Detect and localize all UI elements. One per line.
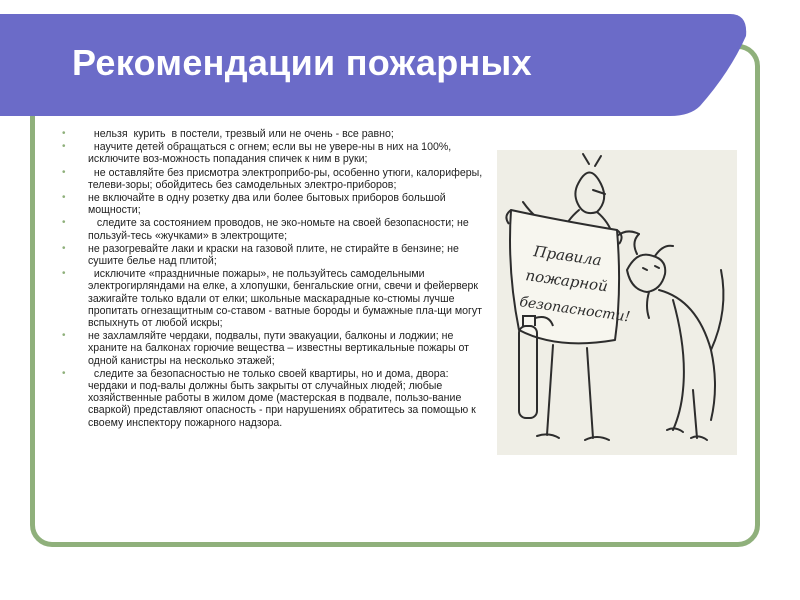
list-item: • нельзя курить в постели, трезвый или не очень - все равно;: [62, 128, 394, 140]
banner-line: Правила: [532, 242, 603, 270]
recommendations-list: [62, 128, 490, 430]
list-item: • научите детей обращаться с огнем; если вы не увере-ны в них на 100%, исключите воз-можность попадания спичек к ним в руки;: [62, 141, 455, 166]
bullet-icon: •: [62, 141, 66, 153]
list-item: • исключите «праздничные пожары», не пользуйтесь самодельными электрогирляндами на елке, а хлопушки, бенгальские огни, свечи и фейерверк зажигайте только вдали от елки; школьные маскарадные ко-стюмы лучше пропитать огнезащитным со-ставом - ватные бороды и бумажные пла-щи могут вспыхнуть от любой искры;: [62, 268, 485, 330]
list-item: • не разогревайте лаки и краски на газовой плите, не стирайте в бензине; не сушите белье над плитой;: [62, 242, 462, 268]
bullet-icon: •: [62, 217, 66, 229]
list-item: • не захламляйте чердаки, подвалы, пути эвакуации, балконы и лоджии; не храните на балконах горючие вещества – известны вертикальные пожары от одной канистры на несколько этажей;: [62, 330, 472, 367]
bullet-icon: •: [62, 166, 66, 178]
list-item: • не включайте в одну розетку два или более бытовых приборов большой мощности;: [62, 192, 449, 217]
list-item: • следите за состоянием проводов, не эко-номьте на своей безопасности; не пользуй-тесь «жучками» в электрощите;: [62, 217, 472, 242]
banner-line: пожарной: [524, 266, 610, 296]
list-item: • не оставляйте без присмотра электроприбо-ры, особенно утюги, калориферы, телеви-зоры; обойдитесь без самодельных электро-приборов;: [62, 166, 486, 191]
bullet-icon: •: [62, 268, 66, 280]
bullet-icon: •: [62, 242, 66, 254]
list-item: • следите за безопасностью не только своей квартиры, но и дома, двора: чердаки и под-валы должны быть закрыты от случайных людей; любые хозяйственные работы в жилом доме (мастерская в подвале, пользо-вание сваркой) представляют опасность - при нарушениях обратитесь за помощью к своему инспектору пожарного надзора.: [62, 367, 479, 429]
bullet-icon: •: [62, 330, 66, 342]
bullet-icon: •: [62, 367, 66, 379]
slide-title: Рекомендации пожарных: [72, 42, 532, 83]
banner-line: безопасности!: [518, 294, 632, 326]
bullet-icon: •: [62, 192, 66, 204]
bullet-icon: •: [62, 128, 66, 139]
fire-safety-cartoon: [497, 150, 737, 455]
